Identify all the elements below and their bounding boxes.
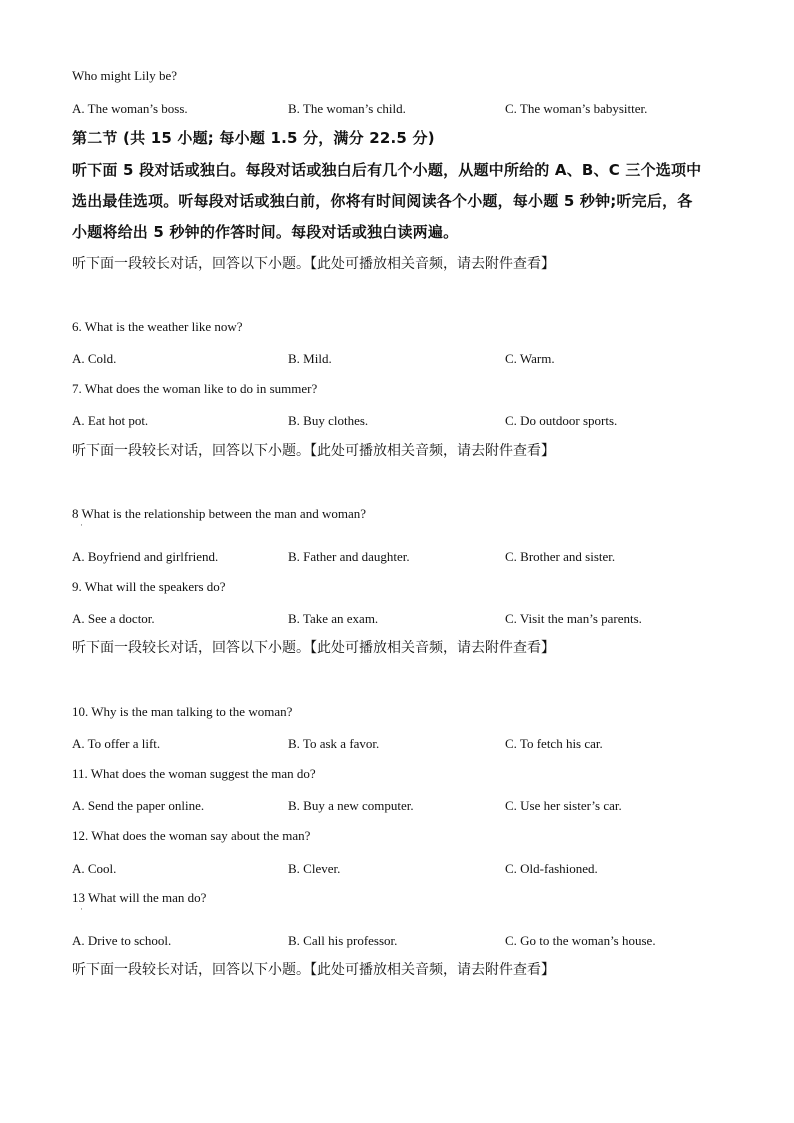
option-c: C. Warm.: [505, 351, 555, 366]
option-c: C. Go to the woman’s house.: [505, 933, 656, 948]
option-a: A. Cold.: [72, 351, 117, 366]
option-c: C. Do outdoor sports.: [505, 413, 618, 428]
section-title: 第二节 (共 15 小题; 每小题 1.5 分，满分 22.5 分): [72, 129, 435, 147]
option-b: B. Call his professor.: [288, 933, 398, 948]
question-5-options: [72, 101, 732, 117]
option-b: B. Buy a new computer.: [288, 798, 414, 813]
question-6: 6. What is the weather like now?: [72, 319, 243, 334]
option-c: C. Visit the man’s parents.: [505, 611, 642, 626]
question-9: 9. What will the speakers do?: [72, 579, 226, 594]
option-a: A. The woman’s boss.: [72, 101, 188, 116]
question-11-options: [72, 798, 732, 814]
stray-dot: ·: [80, 904, 83, 914]
option-c: C. Use her sister’s car.: [505, 798, 622, 813]
option-b: B. Clever.: [288, 861, 341, 876]
question-13-options: [72, 933, 732, 949]
option-a: A. See a doctor.: [72, 611, 155, 626]
question-13: 13 What will the man do?: [72, 890, 207, 905]
question-5: Who might Lily be?: [72, 68, 178, 83]
option-b: B. Buy clothes.: [288, 413, 369, 428]
option-c: C. To fetch his car.: [505, 736, 603, 751]
option-a: A. To offer a lift.: [72, 736, 161, 751]
question-8-options: [72, 549, 732, 565]
section-instruction-line-1: 听下面 5 段对话或独白。每段对话或独白后有几个小题，从题中所给的 A、B、C 三个选项中: [72, 161, 702, 179]
question-10-options: [72, 736, 732, 752]
option-c: C. Brother and sister.: [505, 549, 616, 564]
option-a: A. Cool.: [72, 861, 117, 876]
option-a: A. Eat hot pot.: [72, 413, 149, 428]
question-12-options: [72, 861, 732, 877]
option-a: A. Boyfriend and girlfriend.: [72, 549, 219, 564]
question-7: 7. What does the woman like to do in summer?: [72, 381, 318, 396]
question-12: 12. What does the woman say about the man?: [72, 828, 311, 843]
option-c: C. Old-fashioned.: [505, 861, 598, 876]
option-b: B. The woman’s child.: [288, 101, 406, 116]
audio-note: 听下面一段较长对话，回答以下小题。【此处可播放相关音频，请去附件查看】: [72, 256, 555, 272]
question-9-options: [72, 611, 732, 627]
stray-dot: ·: [80, 520, 83, 530]
question-8: 8 What is the relationship between the man and woman?: [72, 506, 366, 521]
section-instruction-line-3: 小题将给出 5 秒钟的作答时间。每段对话或独白读两遍。: [72, 223, 459, 241]
section-instruction-line-2: 选出最佳选项。听每段对话或独白前，你将有时间阅读各个小题，每小题 5 秒钟;听完后，各: [72, 192, 693, 210]
question-11: 11. What does the woman suggest the man do?: [72, 766, 316, 781]
option-a: A. Drive to school.: [72, 933, 172, 948]
option-b: B. Father and daughter.: [288, 549, 410, 564]
question-6-options: [72, 351, 732, 367]
audio-note: 听下面一段较长对话，回答以下小题。【此处可播放相关音频，请去附件查看】: [72, 443, 555, 459]
audio-note: 听下面一段较长对话，回答以下小题。【此处可播放相关音频，请去附件查看】: [72, 640, 555, 656]
question-10: 10. Why is the man talking to the woman?: [72, 704, 293, 719]
option-c: C. The woman’s babysitter.: [505, 101, 648, 116]
option-a: A. Send the paper online.: [72, 798, 205, 813]
audio-note: 听下面一段较长对话，回答以下小题。【此处可播放相关音频，请去附件查看】: [72, 962, 555, 978]
question-7-options: [72, 413, 732, 429]
option-b: B. Mild.: [288, 351, 332, 366]
option-b: B. To ask a favor.: [288, 736, 380, 751]
option-b: B. Take an exam.: [288, 611, 379, 626]
